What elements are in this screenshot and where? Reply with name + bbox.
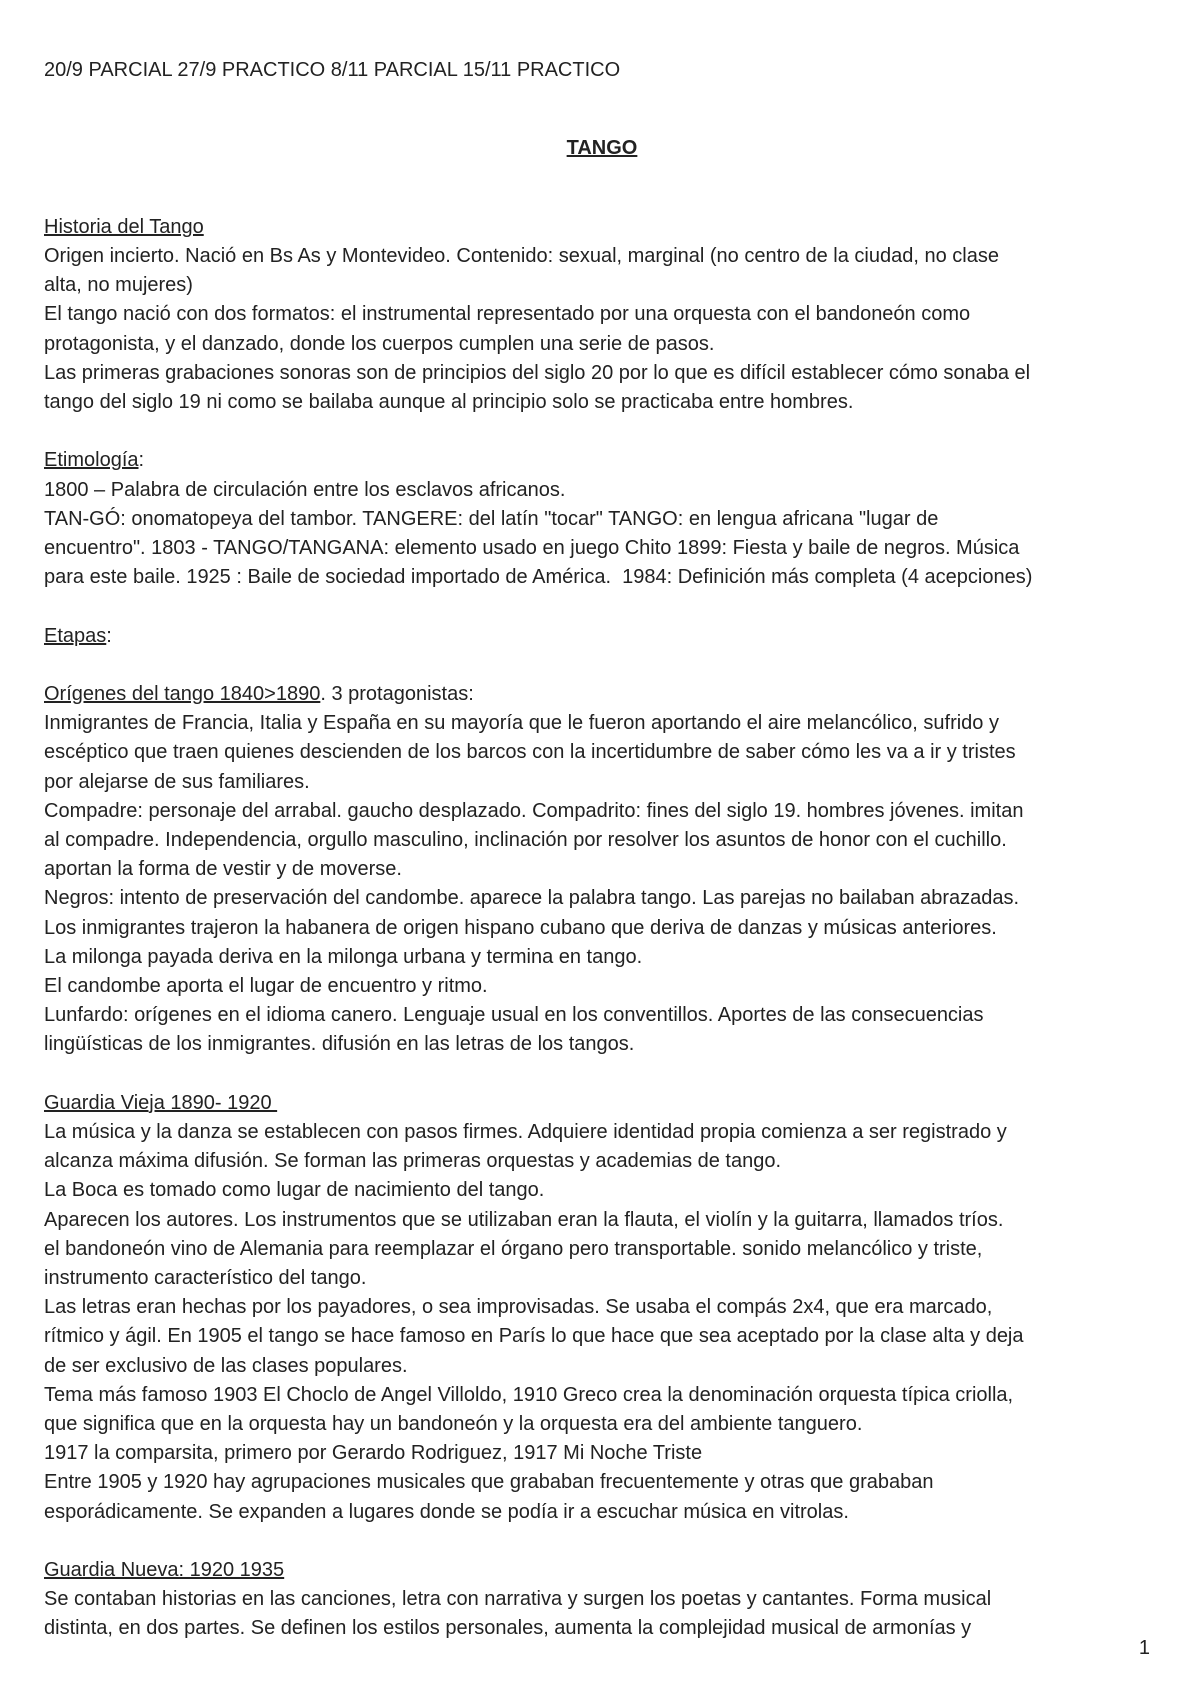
paragraph-line: alcanza máxima difusión. Se forman las primeras orquestas y academias de tango. [44,1150,782,1173]
paragraph-line: al compadre. Independencia, orgullo masculino, inclinación por resolver los asuntos de honor con el cuchillo. [44,829,1007,851]
paragraph-line: Los inmigrantes trajeron la habanera de origen hispano cubano que deriva de danzas y músicas anteriores. [44,916,997,939]
spacer [44,184,1160,213]
section-heading-guardia-nueva: Guardia Nueva: 1920 1935 [44,1559,285,1582]
section-heading-etapas: Etapas: [44,624,112,647]
paragraph-line: La Boca es tomado como lugar de nacimiento del tango. [44,1179,545,1202]
exam-dates: 20/9 PARCIAL 27/9 PRACTICO 8/11 PARCIAL 15/11 PRACTICO [44,59,621,81]
paragraph-line: TAN-GÓ: onomatopeya del tambor. TANGERE: del latín "tocar" TANGO: en lengua africana "lugar de [44,507,939,530]
paragraph-line: que significa que en la orquesta hay un bandoneón y la orquesta era del ambiente tanguero. [44,1413,863,1436]
paragraph-line: La milonga payada deriva en la milonga urbana y termina en tango. [44,945,643,968]
paragraph-line: rítmico y ágil. En 1905 el tango se hace famoso en París lo que hace que sea aceptado por la clase alta y deja [44,1325,1024,1348]
spacer [44,592,1160,621]
paragraph-line: Aparecen los autores. Los instrumentos que se utilizaban eran la flauta, el violín y la guitarra, llamados tríos. [44,1208,1004,1231]
paragraph-line: el bandoneón vino de Alemania para reemplazar el órgano pero transportable. sonido melancólico y triste, [44,1237,983,1260]
paragraph-line: Lunfardo: orígenes en el idioma canero. Lenguaje usual en los conventillos. Aportes de las consecuencias [44,1004,984,1027]
paragraph-line: escéptico que traen quienes descienden de los barcos con la incertidumbre de saber cómo les va a ir y tristes [44,741,1016,764]
paragraph-line: 1800 – Palabra de circulación entre los esclavos africanos. [44,478,566,501]
section-heading-guardia-vieja: Guardia Vieja 1890- 1920 [44,1091,278,1114]
spacer [44,651,1160,680]
paragraph-line: Las primeras grabaciones sonoras son de principios del siglo 20 por lo que es difícil establecer cómo sonaba el [44,361,1031,384]
section-heading-historia: Historia del Tango [44,215,204,238]
paragraph-line: tango del siglo 19 ni como se bailaba aunque al principio solo se practicaba entre hombres. [44,391,854,413]
paragraph-line: 1917 la comparsita, primero por Gerardo Rodriguez, 1917 Mi Noche Triste [44,1442,703,1465]
paragraph-line: instrumento característico del tango. [44,1267,367,1290]
paragraph-line: de ser exclusivo de las clases populares. [44,1354,408,1377]
paragraph-line: Negros: intento de preservación del candombe. aparece la palabra tango. Las parejas no bailaban abrazadas. [44,887,1020,910]
paragraph-line: encuentro". 1803 - TANGO/TANGANA: elemento usado en juego Chito 1899: Fiesta y baile de negros. Música [44,537,1020,559]
spacer [44,417,1160,446]
spacer [44,1527,1160,1556]
paragraph-line: Origen incierto. Nació en Bs As y Montevideo. Contenido: sexual, marginal (no centro de la ciudad, no clase [44,244,999,267]
paragraph-line: protagonista, y el danzado, donde los cuerpos cumplen una serie de pasos. [44,332,715,355]
paragraph-line: para este baile. 1925 : Baile de sociedad importado de América. 1984: Definición más completa (4 acepciones) [44,566,1033,589]
paragraph-line: lingüísticas de los inmigrantes. difusión en las letras de los tangos. [44,1033,635,1056]
paragraph-line: esporádicamente. Se expanden a lugares donde se podía ir a escuchar música en vitrolas. [44,1500,849,1523]
paragraph-line: Tema más famoso 1903 El Choclo de Angel Villoldo, 1910 Greco crea la denominación orquesta típica criolla, [44,1383,1014,1406]
paragraph-line: La música y la danza se establecen con pasos firmes. Adquiere identidad propia comienza a ser registrado y [44,1121,1007,1144]
paragraph-line: El candombe aporta el lugar de encuentro y ritmo. [44,975,488,998]
paragraph-line: alta, no mujeres) [44,274,193,297]
page-number: 1 [1138,1637,1150,1659]
section-heading-origenes: Orígenes del tango 1840>1890. 3 protagonistas: [44,682,474,705]
spacer [44,1060,1160,1089]
paragraph-line: El tango nació con dos formatos: el instrumental representado por una orquesta con el bandoneón como [44,303,971,326]
paragraph-line: aportan la forma de vestir y de moverse. [44,858,402,881]
paragraph-line: distinta, en dos partes. Se definen los estilos personales, aumenta la complejidad musical de armonías y [44,1617,972,1640]
paragraph-line: Compadre: personaje del arrabal. gaucho desplazado. Compadrito: fines del siglo 19. hombres jóvenes. imitan [44,799,1024,822]
paragraph-line: Entre 1905 y 1920 hay agrupaciones musicales que grababan frecuentemente y otras que grababan [44,1471,934,1494]
paragraph-line: Inmigrantes de Francia, Italia y España en su mayoría que le fueron aportando el aire melancólico, sufrido y [44,712,999,735]
document-title: TANGO [566,137,638,160]
section-heading-etimologia: Etimología: [44,449,145,472]
paragraph-line: Se contaban historias en las canciones, letra con narrativa y surgen los poetas y cantantes. Forma musical [44,1588,992,1611]
paragraph-line: por alejarse de sus familiares. [44,770,310,793]
spacer [44,85,1160,114]
paragraph-line: Las letras eran hechas por los payadores, o sea improvisadas. Se usaba el compás 2x4, que era marcado, [44,1296,993,1319]
